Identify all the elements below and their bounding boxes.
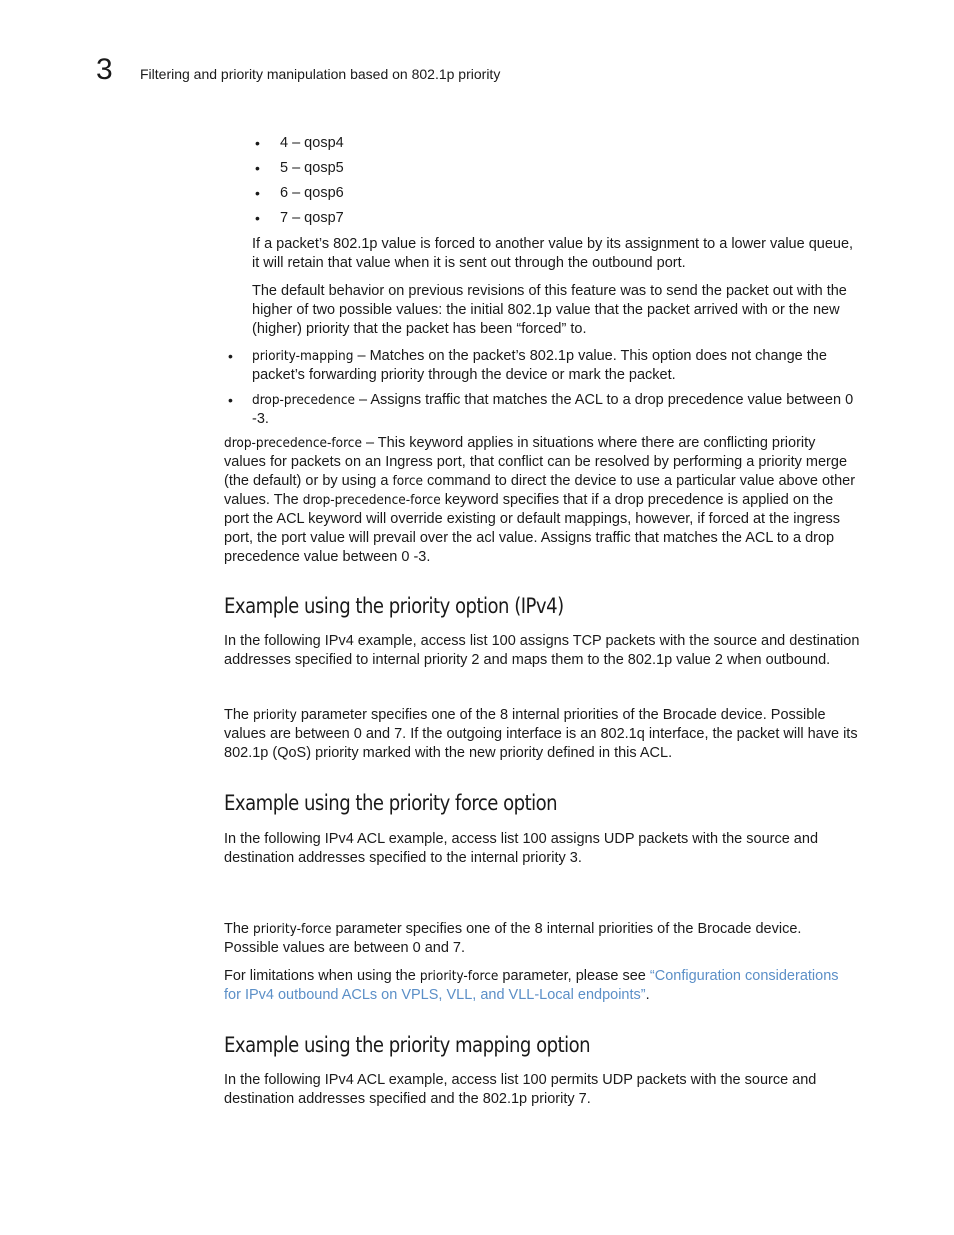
text-line: destination addresses specified and the 802.1p priority 7. — [224, 1091, 591, 1107]
list-item-label: 4 – qosp4 — [280, 135, 344, 151]
text-span: – Matches on the packet’s 802.1p value. This option does not change the — [353, 348, 827, 364]
paragraph — [252, 282, 847, 339]
text-span: – Assigns traffic that matches the ACL to a drop precedence value between 0 — [355, 392, 854, 408]
option-drop-precedence — [252, 391, 853, 429]
text-line: In the following IPv4 example, access list 100 assigns TCP packets with the source and destination — [224, 633, 860, 649]
keyword: priority — [253, 707, 297, 723]
text-span: values. The — [224, 492, 303, 508]
bullet-icon: • — [255, 210, 260, 226]
text-line — [224, 967, 839, 986]
text-line: port the ACL keyword will override existing or default mappings, however, if forced at the ingress — [224, 511, 841, 527]
text-line: addresses specified to internal priority 2 and maps them to the 802.1p value 2 when outbound. — [224, 652, 831, 668]
paragraph — [224, 967, 839, 1005]
text-line: it will retain that value when it is sent out through the outbound port. — [252, 255, 686, 271]
text-line: 802.1p (QoS) priority marked with the new priority defined in this ACL. — [224, 745, 673, 761]
paragraph — [252, 235, 853, 273]
bullet-icon: • — [228, 392, 233, 408]
keyword: force — [392, 473, 424, 489]
option-priority-mapping — [252, 347, 827, 385]
text-line: Possible values are between 0 and 7. — [224, 940, 466, 956]
text-line: (higher) priority that the packet has been “forced” to. — [252, 321, 587, 337]
running-header-title: Filtering and priority manipulation based on 802.1p priority — [140, 66, 501, 82]
text-span: For limitations when using the — [224, 968, 420, 984]
text-line: values are between 0 and 7. If the outgoing interface is an 802.1q interface, the packet will have its — [224, 726, 858, 742]
text-line — [224, 491, 855, 510]
text-line: port, the port value will prevail over the acl value. Assigns traffic that matches the ACL to a drop — [224, 530, 835, 546]
text-line: The default behavior on previous revisions of this feature was to send the packet out with the — [252, 283, 847, 299]
text-line: destination addresses specified to the internal priority 3. — [224, 850, 582, 866]
text-span: . — [645, 987, 650, 1003]
keyword: priority-mapping — [252, 348, 354, 364]
cross-reference-link[interactable]: for IPv4 outbound ACLs on VPLS, VLL, and VLL-Local endpoints” — [224, 987, 646, 1003]
text-line — [224, 434, 855, 453]
text-line — [224, 986, 839, 1005]
text-line: packet’s forwarding priority through the device or mark the packet. — [252, 367, 676, 383]
keyword: priority-force — [253, 921, 332, 937]
list-item-label: 7 – qosp7 — [280, 210, 344, 226]
section-heading-priority-force-option: Example using the priority force option — [224, 791, 558, 815]
bullet-icon: • — [255, 135, 260, 151]
text-line — [252, 347, 827, 366]
paragraph — [224, 706, 858, 763]
text-line: values for packets on an Ingress port, that conflict can be resolved by performing a priority merge — [224, 454, 848, 470]
keyword: drop-precedence-force — [302, 492, 441, 508]
text-line: -3. — [252, 411, 269, 427]
paragraph — [224, 920, 801, 958]
paragraph — [224, 830, 818, 868]
keyword: priority-force — [419, 968, 499, 984]
text-span: The — [224, 707, 254, 723]
text-line: If a packet’s 802.1p value is forced to another value by its assignment to a lower value queue, — [252, 236, 854, 252]
text-line: precedence value between 0 -3. — [224, 549, 431, 565]
option-drop-precedence-force — [224, 434, 855, 567]
bullet-icon: • — [255, 185, 260, 201]
paragraph — [224, 632, 859, 670]
text-span: – This keyword applies in situations where there are conflicting priority — [361, 435, 816, 451]
text-span: parameter specifies one of the 8 internal priorities of the Brocade device. — [331, 921, 802, 937]
chapter-number: 3 — [96, 53, 113, 86]
cross-reference-link[interactable]: “Configuration considerations — [649, 968, 839, 984]
text-span: parameter specifies one of the 8 internal priorities of the Brocade device. Possible — [296, 707, 826, 723]
text-span: (the default) or by using a — [224, 473, 393, 489]
paragraph — [224, 1071, 816, 1109]
text-span: keyword specifies that if a drop precedence is applied on the — [440, 492, 834, 508]
bullet-icon: • — [255, 160, 260, 176]
text-line: In the following IPv4 ACL example, access list 100 permits UDP packets with the source and — [224, 1072, 817, 1088]
bullet-icon: • — [228, 348, 233, 364]
text-span: command to direct the device to use a particular value above other — [423, 473, 856, 489]
text-line — [224, 472, 855, 491]
text-line: higher of two possible values: the initial 802.1p value that the packet arrived with or the new — [252, 302, 840, 318]
text-line — [224, 706, 858, 725]
text-line: In the following IPv4 ACL example, access list 100 assigns UDP packets with the source and — [224, 831, 819, 847]
text-line — [252, 391, 853, 410]
keyword: drop-precedence-force — [224, 435, 362, 451]
section-heading-priority-option: Example using the priority option (IPv4) — [224, 594, 564, 618]
text-span: parameter, please see — [498, 968, 650, 984]
text-span: The — [224, 921, 254, 937]
list-item-label: 6 – qosp6 — [280, 185, 344, 201]
section-heading-priority-mapping-option: Example using the priority mapping option — [224, 1033, 591, 1057]
keyword: drop-precedence — [252, 392, 356, 408]
list-item-label: 5 – qosp5 — [280, 160, 344, 176]
text-line — [224, 920, 801, 939]
